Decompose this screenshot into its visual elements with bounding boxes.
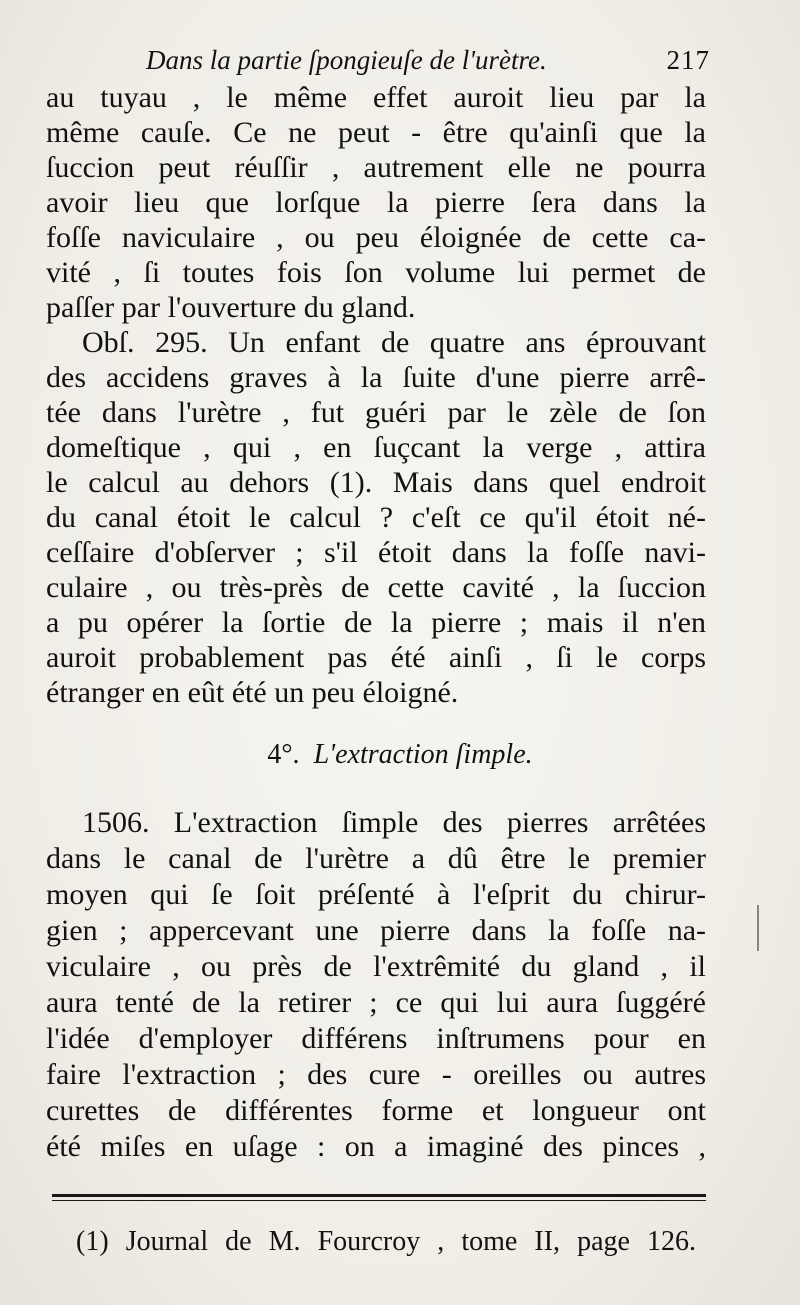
- text-line: aura tenté de la retirer ; ce qui lui aura ſuggéré: [46, 986, 706, 1019]
- text-line: domeſtique , qui , en ſuçcant la verge , attira: [46, 431, 706, 464]
- running-head: [140, 38, 710, 82]
- margin-mark: [757, 905, 759, 951]
- text-line: auroit probablement pas été ainſi , ſi le corps: [46, 641, 706, 674]
- text-line: paſſer par l'ouverture du gland.: [46, 291, 416, 324]
- text-line: ceſſaire d'obſerver ; s'il étoit dans la foſſe navi-: [46, 536, 706, 569]
- text-line: des accidens graves à la ſuite d'une pierre arrê-: [46, 361, 706, 394]
- text-line: au tuyau , le même effet auroit lieu par la: [46, 81, 706, 114]
- text-line: ſuccion peut réuſſir , autrement elle ne pourra: [46, 151, 706, 184]
- footnote-rule-thin: [52, 1200, 706, 1201]
- text-line: du canal étoit le calcul ? c'eſt ce qu'il étoit né-: [46, 501, 706, 534]
- text-line: dans le canal de l'urètre a dû être le premier: [46, 842, 706, 875]
- text-line: Obſ. 295. Un enfant de quatre ans éprouvant: [82, 326, 706, 359]
- text-line: foſſe naviculaire , ou peu éloignée de cette ca-: [46, 221, 706, 254]
- text-line: culaire , ou très-près de cette cavité , la ſuccion: [46, 571, 706, 604]
- text-line: viculaire , ou près de l'extrêmité du gland , il: [46, 950, 706, 983]
- text-line: gien ; appercevant une pierre dans la foſſe na-: [46, 914, 706, 947]
- paragraph-continuation: [46, 80, 706, 325]
- text-line: 1506. L'extraction ſimple des pierres arrêtées: [82, 806, 706, 839]
- text-line: le calcul au dehors (1). Mais dans quel endroit: [46, 466, 706, 499]
- footnote: (1) Journal de M. Fourcroy , tome II, page 126.: [76, 1226, 696, 1257]
- text-line: curettes de différentes forme et longueur ont: [46, 1094, 706, 1127]
- section-heading: [0, 735, 800, 775]
- paragraph-1506: [46, 805, 706, 1165]
- text-line: faire l'extraction ; des cure - oreilles ou autres: [46, 1058, 706, 1091]
- text-line: même cauſe. Ce ne peut - être qu'ainſi que la: [46, 116, 706, 149]
- text-line: avoir lieu que lorſque la pierre ſera dans la: [46, 186, 706, 219]
- running-head-title: Dans la partie ſpongieuſe de l'urètre.: [146, 45, 547, 75]
- footnote-rule: [52, 1194, 706, 1197]
- text-line: été miſes en uſage : on a imaginé des pinces ,: [46, 1130, 706, 1163]
- section-number: 4°.: [267, 739, 300, 770]
- main-text: [46, 80, 706, 710]
- section-title: L'extraction ſimple.: [313, 739, 533, 770]
- text-line: l'idée d'employer différens inſtrumens pour en: [46, 1022, 706, 1055]
- page-number: 217: [666, 45, 710, 75]
- text-line: a pu opérer la ſortie de la pierre ; mais il n'en: [46, 606, 706, 639]
- text-line: moyen qui ſe ſoit préſenté à l'eſprit du chirur-: [46, 878, 706, 911]
- paragraph-observation-295: [46, 325, 706, 710]
- text-line: tée dans l'urètre , fut guéri par le zèle de ſon: [46, 396, 706, 429]
- text-line: étranger en eût été un peu éloigné.: [46, 676, 459, 709]
- text-line: vité , ſi toutes fois ſon volume lui permet de: [46, 256, 706, 289]
